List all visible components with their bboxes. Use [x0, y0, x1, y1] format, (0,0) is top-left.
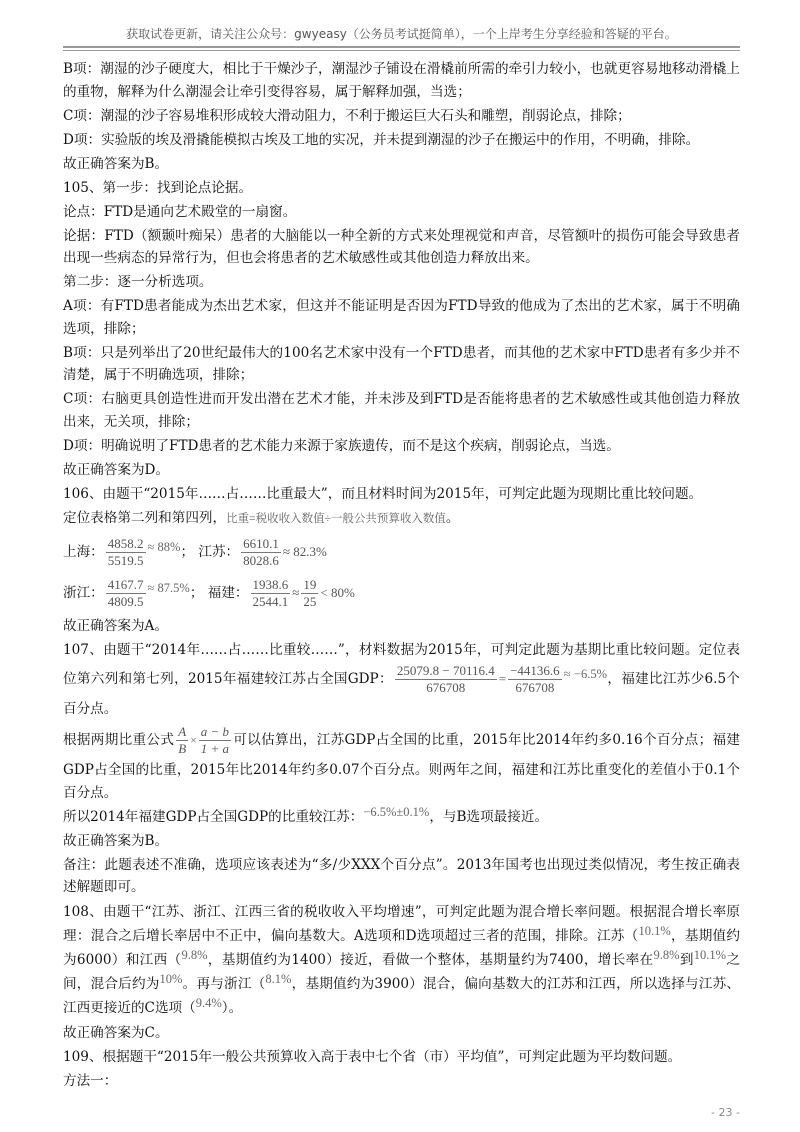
- result: ≈ 87.5%: [147, 581, 190, 595]
- rate: 9.4%: [195, 996, 222, 1010]
- fraction: [106, 536, 146, 569]
- text: ，基期值约为6000）和江西（: [63, 928, 741, 968]
- denominator: 5519.5: [107, 552, 144, 568]
- text: 之间，混合后约为: [63, 952, 740, 992]
- paragraph: 第二步：逐一分析选项。: [63, 274, 213, 290]
- paragraph: C项：潮湿的沙子容易堆积形成较大滑动阻力，不利于搬运巨大石头和雕塑，削弱论点，排除；: [63, 107, 631, 124]
- result: < 80%: [320, 585, 355, 600]
- numerator: 6610.1: [243, 535, 279, 551]
- question-107-paragraph: [63, 639, 740, 721]
- separator: ；: [180, 543, 195, 560]
- numerator: a − b: [200, 724, 229, 739]
- numerator: 4858.2: [107, 535, 144, 551]
- numerator: 25079.8 − 70116.4: [396, 663, 495, 678]
- text: 根据两期比重公式: [63, 732, 175, 748]
- fraction: [199, 724, 231, 757]
- result: ≈ −6.5%: [563, 667, 608, 681]
- denominator: 8028.6: [243, 552, 279, 568]
- paragraph: C项：右脑更具创造性进而开发出潜在艺术才能，并未涉及到FTD是否能将患者的艺术敏感性或其他创造力释放出来，无关项，排除；: [63, 391, 740, 430]
- numerator: 1938.6: [252, 577, 289, 592]
- paragraph: 论据：FTD（额颞叶痴呆）患者的大脑能以一种全新的方式来处理视觉和声音，尽管额叶的损伤可能会导致患者出现一些病态的异常行为，但也会将患者的艺术敏感性或其他创造力释放出来。: [63, 227, 740, 266]
- page-number: - 23 -: [711, 1106, 740, 1119]
- text: 所以2014年福建GDP占全国GDP的比重较江苏：: [63, 808, 364, 825]
- question-106-heading: 106、由题干“2015年……占……比重最大”，而且材料时间为2015年，可判定此题为现期比重比较问题。: [63, 485, 703, 502]
- question-109-heading: 109、根据题干“2015年一般公共预算收入高于表中七个省（市）平均值”，可判定此题为平均数问题。: [63, 1048, 682, 1065]
- paragraph: 方法一：: [63, 1072, 118, 1089]
- text: 到: [679, 952, 694, 968]
- denominator: 4809.5: [107, 594, 144, 609]
- label: 福建：: [207, 585, 249, 601]
- rate: 9.8%: [653, 948, 680, 962]
- numerator: 19: [303, 577, 317, 592]
- denominator: 676708: [426, 680, 466, 695]
- fraction: [395, 663, 497, 696]
- fraction: [508, 663, 562, 696]
- paragraph: [63, 507, 740, 531]
- denominator: 1 + a: [200, 741, 229, 756]
- paragraph: D项：实验版的埃及滑撬能模拟古埃及工地的实况，并未提到潮湿的沙子在搬运中的作用，不明确，排除。: [63, 131, 700, 148]
- rate: 10%: [159, 972, 183, 986]
- paragraph: 论点：FTD是通向艺术殿堂的一扇窗。: [63, 203, 297, 220]
- numerator: 4167.7: [107, 577, 144, 592]
- fraction: [241, 536, 281, 569]
- times: ×: [190, 735, 197, 747]
- result: ≈ 82.3%: [282, 543, 327, 559]
- paragraph: [63, 806, 740, 829]
- text: 可以估算出，江苏GDP占全国的比重，2015年比2014年约多0.16个百分点；福建GDP占全国的比重，2015年比2014年约多0.07个百分点。则两年之间，福建和江苏比重变化的差值小于0.1个百分点。: [63, 732, 740, 801]
- math: −6.5%±0.1%: [363, 804, 430, 819]
- note-paragraph: 备注：此题表述不准确，选项应该表述为“多/少XXX个百分点”。2013年国考也出现过类似情况，考生按正确表述解题即可。: [63, 856, 740, 895]
- answer-line: 故正确答案为B。: [63, 832, 169, 849]
- rate: 10.1%: [693, 948, 727, 962]
- text: ，福建比江苏少6.5个百分点。: [63, 671, 741, 717]
- rate: 10.1%: [638, 924, 671, 938]
- document-body: [63, 0, 740, 1092]
- answer-line: 故正确答案为D。: [63, 461, 170, 478]
- text: 107、由题干“2014年……占……比重较……”，材料数据为2015年，可判定此题为基期比重比较问题。定位表位第六列和第七列，2015年福建较江苏占全国GDP：: [63, 641, 740, 687]
- answer-line: 故正确答案为A。: [63, 617, 168, 634]
- text: ，基期值约为1400）接近，看做一个整体，基期量约为7400，增长率在: [207, 952, 654, 968]
- text: 。: [445, 509, 460, 526]
- label: 江苏：: [198, 543, 240, 560]
- fraction: [176, 724, 188, 757]
- text: ，与B选项最接近。: [429, 808, 549, 825]
- result: ≈ 88%: [147, 539, 181, 554]
- ratio-formula: 比重=税收收入数值÷一般公共预算收入数值: [226, 512, 446, 525]
- calc-line-zhejiang-fujian: [63, 573, 740, 613]
- text: 定位表格第二列和第四列，: [63, 509, 227, 526]
- rate: 8.1%: [265, 972, 292, 986]
- numerator: A: [178, 724, 187, 739]
- denominator: 25: [303, 594, 317, 609]
- rate: 9.8%: [181, 948, 208, 962]
- numerator: −44136.6: [510, 663, 560, 678]
- text: ）。: [221, 1000, 243, 1016]
- label: 上海：: [63, 543, 104, 560]
- question-108-paragraph: [63, 900, 740, 1020]
- text: 108、由题干“江苏、浙江、江西三省的税收收入平均增速”，可判定此题为混合增长率问题。根据混合增长率原理：混合之后增长率居中不正中，偏向基数大。A选项和D选项超过三者的范围，排除。江苏（: [63, 904, 740, 944]
- paragraph: [63, 722, 740, 804]
- denominator: 676708: [515, 680, 555, 695]
- answer-line: 故正确答案为C。: [63, 1024, 169, 1041]
- answer-line: 故正确答案为B。: [63, 155, 169, 172]
- equals: =: [498, 671, 507, 686]
- paragraph: B项：潮湿的沙子硬度大，相比于干燥沙子，潮湿沙子铺设在滑橇前所需的牵引力较小，也就更容易地移动滑橇上的重物，解释为什么潮湿会让牵引变得容易，属于解释加强，当选；: [63, 61, 740, 100]
- fraction: [106, 577, 146, 610]
- approx: ≈: [292, 585, 300, 600]
- denominator: 2544.1: [252, 594, 289, 609]
- question-105-heading: 105、第一步：找到论点论据。: [63, 179, 253, 196]
- fraction: [301, 577, 318, 610]
- separator: ；: [189, 585, 204, 601]
- text: ，基期值约为3900）混合，偏向基数大的江苏和江西，所以选择与江苏、江西更接近的C选项（: [63, 976, 741, 1016]
- page-header: 获取试卷更新，请关注公众号：gwyeasy（公务员考试挺简单），一个上岸考生分享经验和答疑的平台。: [126, 27, 677, 41]
- calc-line-shanghai-jiangsu: [63, 532, 740, 572]
- fraction: [251, 577, 291, 610]
- text: 。再与浙江（: [182, 976, 266, 992]
- denominator: B: [178, 741, 187, 756]
- label: 浙江：: [63, 585, 104, 601]
- paragraph: A项：有FTD患者能成为杰出艺术家，但这并不能证明是否因为FTD导致的他成为了杰出的艺术家，属于不明确选项，排除；: [63, 298, 740, 337]
- paragraph: B项：只是列举出了20世纪最伟大的100名艺术家中没有一个FTD患者，而其他的艺术家中FTD患者有多少并不清楚，属于不明确选项，排除；: [63, 344, 740, 383]
- paragraph: D项：明确说明了FTD患者的艺术能力来源于家族遗传，而不是这个疾病，削弱论点，当选。: [63, 437, 620, 454]
